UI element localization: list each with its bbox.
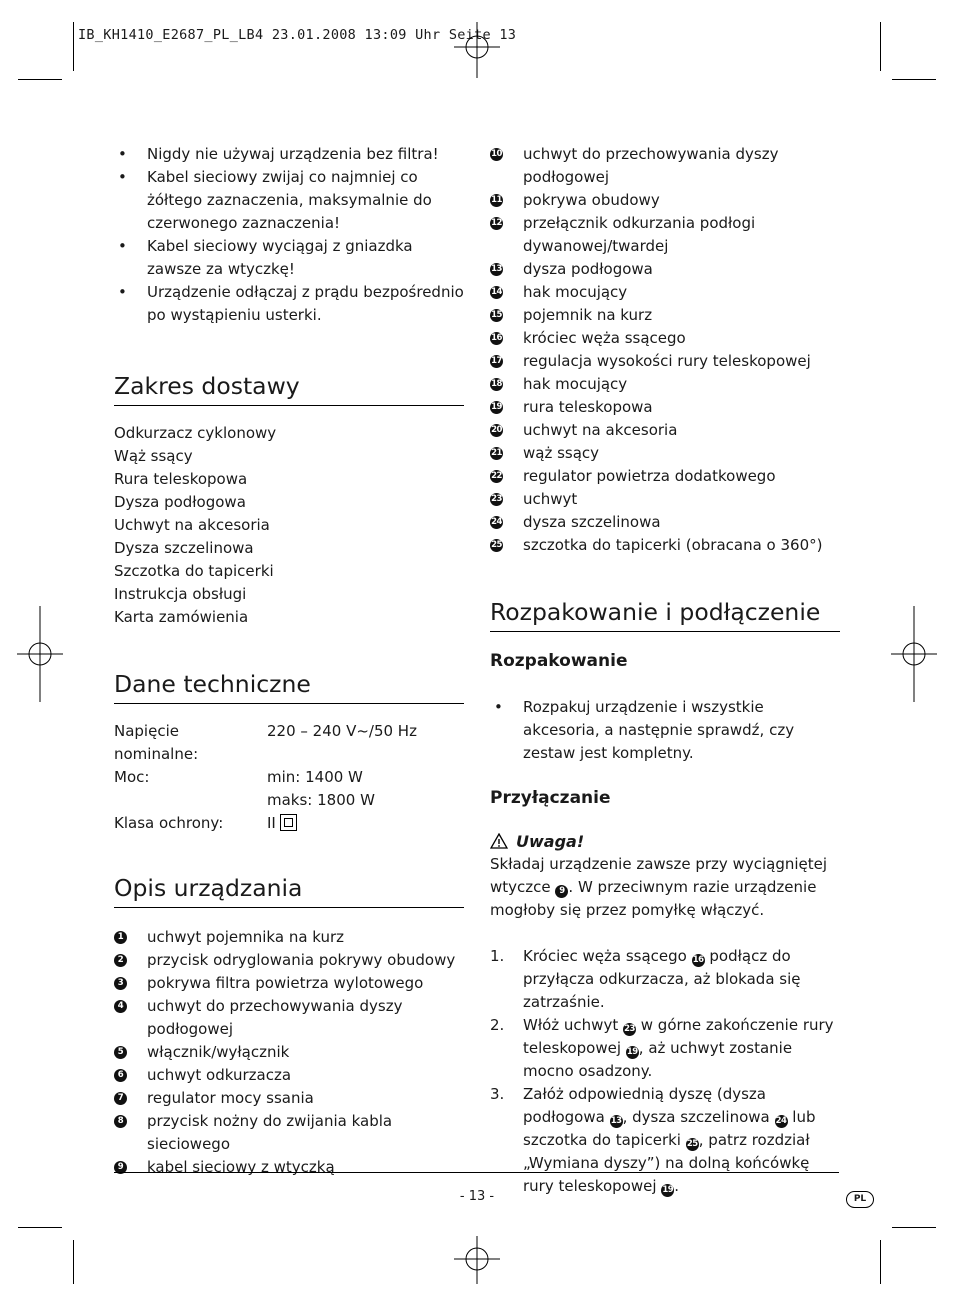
- bullet-item: • Urządzenie odłączaj z prądu bezpośrednio po wystąpieniu usterki.: [118, 283, 464, 324]
- ref-number: 23: [624, 1024, 635, 1034]
- language-badge: PL: [846, 1191, 874, 1208]
- list-item: 1 uchwyt pojemnika na kurz: [114, 926, 464, 949]
- list-item: 22 regulator powietrza dodatkowego: [491, 467, 776, 485]
- ref-number: 13: [610, 1116, 622, 1126]
- footer-rule: [114, 1172, 839, 1173]
- list-item: Odkurzacz cyklonowy: [114, 424, 277, 442]
- warning-triangle-icon: [490, 833, 508, 849]
- list-item: 23 uchwyt: [491, 490, 578, 508]
- list-item: 24 dysza szczelinowa: [491, 513, 661, 531]
- list-item: Szczotka do tapicerki: [114, 562, 274, 580]
- list-item: 5 włącznik/wyłącznik: [114, 1041, 464, 1064]
- list-item: 2 przycisk odryglowania pokrywy obudowy: [114, 949, 464, 972]
- safety-bullets: [114, 143, 464, 327]
- list-item: 14 hak mocujący: [491, 283, 628, 301]
- page-number: - 13 -: [459, 1189, 495, 1204]
- tech-specs-table: [114, 720, 464, 835]
- ref-number: 9: [555, 885, 568, 898]
- subheading-przylaczanie: Przyłączanie: [490, 788, 611, 808]
- list-item: 15 pojemnik na kurz: [491, 306, 653, 324]
- registration-mark-left-icon: [15, 606, 65, 702]
- list-item: 6 uchwyt odkurzacza: [114, 1064, 464, 1087]
- ref-number: 25: [686, 1139, 698, 1149]
- list-item: 7 regulator mocy ssania: [114, 1087, 464, 1110]
- parts-list: [114, 926, 464, 1179]
- ref-number: 19: [626, 1047, 638, 1057]
- print-slug: IB_KH1410_E2687_PL_LB4 23.01.2008 13:09 Uhr Seite 13: [78, 27, 517, 43]
- list-item: 25 szczotka do tapicerki (obracana o 360°): [491, 536, 823, 554]
- section-title-zakres: Zakres dostawy: [114, 371, 464, 406]
- protection-class-ii-icon: [280, 814, 297, 831]
- registration-mark-bottom-icon: [452, 1236, 502, 1286]
- list-item: 17 regulacja wysokości rury teleskopowej: [491, 352, 811, 370]
- list-item: 9 kabel sieciowy z wtyczką: [114, 1156, 464, 1179]
- warning-text: Składaj urządzenie zawsze przy wyciągniętej wtyczce 9 . W przeciwnym razie urządzenie mogłoby się przez pomyłkę włączyć.: [490, 855, 828, 919]
- list-item: Uchwyt na akcesoria: [114, 516, 270, 534]
- step-item: 1. Króciec węża ssącego 16 podłącz do przyłącza odkurzacza, aż blokada się zatrzaśnie.: [490, 947, 801, 1011]
- section-title-rozpakowanie: Rozpakowanie i podłączenie: [490, 597, 840, 632]
- warning-heading: Uwaga!: [490, 830, 840, 853]
- list-item: Dysza szczelinowa: [114, 539, 254, 557]
- list-item: 20 uchwyt na akcesoria: [491, 421, 678, 439]
- list-item: Instrukcja obsługi: [114, 585, 247, 603]
- list-item: 19 rura teleskopowa: [491, 398, 653, 416]
- list-item: Karta zamówienia: [114, 608, 249, 626]
- list-item: 11 pokrywa obudowy: [491, 191, 660, 209]
- spec-value: 220 – 240 V~/50 Hz: [267, 722, 417, 740]
- right-column: [490, 143, 840, 1198]
- ref-number: 19: [662, 1185, 674, 1195]
- bullet-item: • Nigdy nie używaj urządzenia bez filtra!: [118, 145, 439, 163]
- subheading-rozpakowanie: Rozpakowanie: [490, 651, 628, 671]
- spec-value: maks: 1800 W: [267, 791, 375, 809]
- spec-value: min: 1400 W: [267, 768, 363, 786]
- spec-label: Moc:: [114, 768, 150, 786]
- list-item: 18 hak mocujący: [491, 375, 628, 393]
- left-column: [114, 143, 464, 1179]
- list-item: Dysza podłogowa: [114, 493, 246, 511]
- list-item: 12 przełącznik odkurzania podłogi dywanowej/twardej: [491, 214, 756, 255]
- registration-mark-top-icon: [452, 20, 502, 80]
- spec-label: Klasa ochrony:: [114, 814, 224, 832]
- list-item: 10 uchwyt do przechowywania dyszy podłogowej: [491, 145, 779, 186]
- ref-number: 24: [775, 1116, 787, 1126]
- step-item: 2. Włóż uchwyt 23 w górne zakończenie rury teleskopowej 19, aż uchwyt zostanie mocno osadzony.: [490, 1016, 834, 1080]
- list-item: 3 pokrywa filtra powietrza wylotowego: [114, 972, 464, 995]
- bullet-item: • Rozpakuj urządzenie i wszystkie akcesoria, a następnie sprawdź, czy zestaw jest kompletny.: [494, 698, 795, 762]
- list-item: 4 uchwyt do przechowywania dyszy podłogowej: [114, 995, 464, 1041]
- section-title-opis: Opis urządzania: [114, 873, 464, 908]
- list-item: 13 dysza podłogowa: [491, 260, 653, 278]
- parts-list-continued: [490, 143, 840, 557]
- list-item: 16 króciec węża ssącego: [491, 329, 686, 347]
- step-item: 3. Załóż odpowiednią dyszę (dysza podłogowa 13, dysza szczelinowa 24 lub szczotka do tapicerki 25, patrz rozdział „Wymiana dyszy”) na dolną końcówkę rury teleskopowej 19.: [490, 1085, 816, 1195]
- delivery-list: [114, 422, 464, 629]
- steps-list: [490, 945, 840, 1198]
- ref-number: 16: [692, 955, 704, 965]
- spec-value-klasa: II: [267, 812, 464, 835]
- list-item: Wąż ssący: [114, 447, 193, 465]
- list-item: Rura teleskopowa: [114, 470, 248, 488]
- spec-label: Napięcie nominalne:: [114, 722, 199, 763]
- bullet-item: • Kabel sieciowy wyciągaj z gniazdka zawsze za wtyczkę!: [118, 237, 413, 278]
- list-item: 8 przycisk nożny do zwijania kabla sieciowego: [114, 1110, 464, 1156]
- list-item: 21 wąż ssący: [491, 444, 600, 462]
- bullet-item: • Kabel sieciowy zwijaj co najmniej co żółtego zaznaczenia, maksymalnie do czerwonego zaznaczenia!: [118, 168, 432, 232]
- section-title-dane: Dane techniczne: [114, 669, 464, 704]
- registration-mark-right-icon: [889, 606, 939, 702]
